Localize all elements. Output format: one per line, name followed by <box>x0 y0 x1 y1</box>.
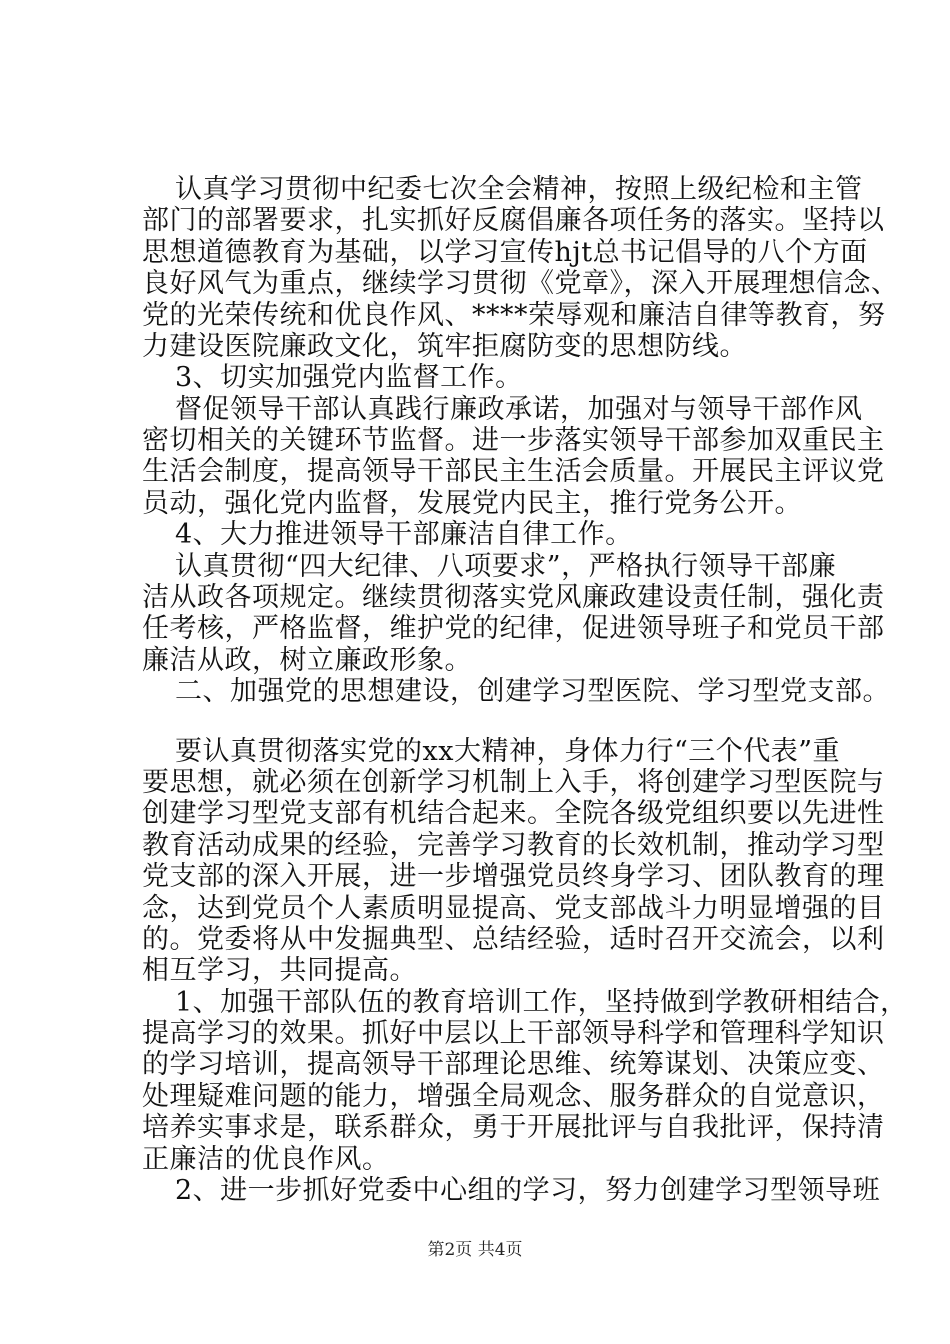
paragraph-line: 员动，强化党内监督，发展党内民主，推行党务公开。 <box>142 488 802 519</box>
paragraph-line: 正廉洁的优良作风。 <box>142 1144 390 1175</box>
section-heading: 4、大力推进领导干部廉洁自律工作。 <box>175 519 633 550</box>
paragraph-line: 教育活动成果的经验，完善学习教育的长效机制，推动学习型 <box>142 830 885 861</box>
paragraph-line: 念，达到党员个人素质明显提高、党支部战斗力明显增强的目 <box>142 893 885 924</box>
paragraph-line: 提高学习的效果。抓好中层以上干部领导科学和管理科学知识 <box>142 1018 885 1049</box>
paragraph-line: 党支部的深入开展，进一步增强党员终身学习、团队教育的理 <box>142 861 885 892</box>
paragraph-line: 创建学习型党支部有机结合起来。全院各级党组织要以先进性 <box>142 798 885 829</box>
paragraph-line: 认真学习贯彻中纪委七次全会精神，按照上级纪检和主管 <box>175 174 863 205</box>
paragraph-line: 密切相关的关键环节监督。进一步落实领导干部参加双重民主 <box>142 425 885 456</box>
paragraph-line: 培养实事求是，联系群众，勇于开展批评与自我批评，保持清 <box>142 1112 885 1143</box>
paragraph-line: 思想道德教育为基础，以学习宣传hjt总书记倡导的八个方面 <box>142 237 868 268</box>
paragraph-line: 1、加强干部队伍的教育培训工作，坚持做到学教研相结合， <box>175 987 908 1018</box>
paragraph-line: 廉洁从政，树立廉政形象。 <box>142 645 472 676</box>
paragraph-line: 党的光荣传统和优良作风、****荣辱观和廉洁自律等教育，努 <box>142 300 886 331</box>
paragraph-line: 的学习培训，提高领导干部理论思维、统筹谋划、决策应变、 <box>142 1049 885 1080</box>
paragraph-line: 良好风气为重点，继续学习贯彻《党章》，深入开展理想信念、 <box>142 268 899 299</box>
paragraph-line: 2、进一步抓好党委中心组的学习，努力创建学习型领导班 <box>175 1175 881 1206</box>
paragraph-line: 任考核，严格监督，维护党的纪律，促进领导班子和党员干部 <box>142 613 885 644</box>
paragraph-line: 力建设医院廉政文化，筑牢拒腐防变的思想防线。 <box>142 331 747 362</box>
page-number-footer: 第2页 共4页 <box>427 1240 523 1260</box>
paragraph-line: 的。党委将从中发掘典型、总结经验，适时召开交流会，以利 <box>142 924 885 955</box>
paragraph-line: 生活会制度，提高领导干部民主生活会质量。开展民主评议党 <box>142 456 885 487</box>
paragraph-line: 洁从政各项规定。继续贯彻落实党风廉政建设责任制，强化责 <box>142 582 885 613</box>
paragraph-line: 要思想，就必须在创新学习机制上入手，将创建学习型医院与 <box>142 767 885 798</box>
paragraph-line: 相互学习，共同提高。 <box>142 955 417 986</box>
paragraph-line: 督促领导干部认真践行廉政承诺，加强对与领导干部作风 <box>175 394 863 425</box>
section-heading: 3、切实加强党内监督工作。 <box>175 362 523 393</box>
section-heading: 二、加强党的思想建设，创建学习型医院、学习型党支部。 <box>175 676 890 707</box>
paragraph-line: 要认真贯彻落实党的xx大精神，身体力行“三个代表”重 <box>175 736 841 767</box>
paragraph-line: 认真贯彻“四大纪律、八项要求”，严格执行领导干部廉 <box>175 551 837 582</box>
paragraph-line: 部门的部署要求，扎实抓好反腐倡廉各项任务的落实。坚持以 <box>142 205 885 236</box>
paragraph-line: 处理疑难问题的能力，增强全局观念、服务群众的自觉意识， <box>142 1081 885 1112</box>
